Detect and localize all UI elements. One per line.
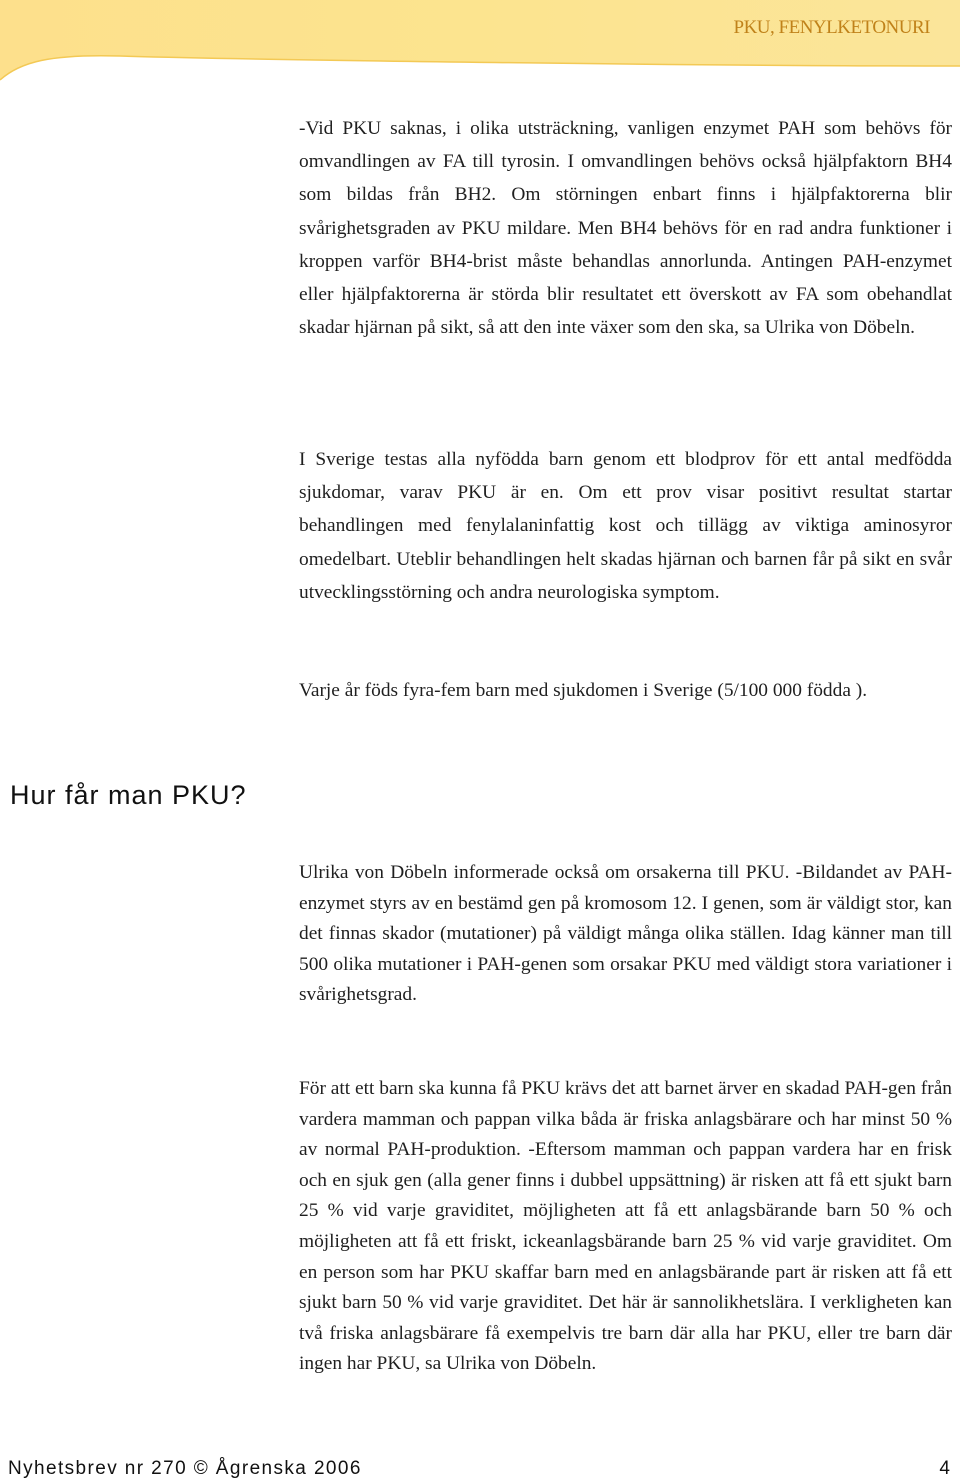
paragraph-text: -Vid PKU saknas, i olika utsträckning, vanligen enzymet PAH som behövs för omvandlingen av FA till tyrosin. I omvandlingen behövs också hjälpfaktorn BH4 som bildas från BH2. Om störningen enbart finns i hjälpfaktorerna blir svårighetsgraden av PKU mildare. Men BH4 behövs för en rad andra funktioner i kroppen varför BH4-brist måste behandlas annorlunda. Antingen PAH-enzymet eller hjälpfaktorerna är störda blir resultatet ett överskott av FA som obehandlat skadar hjärnan på sikt, så att den inte växer som den ska, sa Ulrika von Döbeln.: [299, 118, 952, 339]
section-heading: Hur får man PKU?: [10, 780, 247, 810]
footer-newsletter-info: Nyhetsbrev nr 270 © Ågrenska 2006: [8, 1458, 362, 1479]
body-paragraph-2: [299, 443, 952, 609]
header-banner: [0, 0, 960, 90]
header-swoosh-graphic: [0, 0, 960, 90]
paragraph-text: För att ett barn ska kunna få PKU krävs det att barnet ärver en skadad PAH-gen från vardera mamman och pappan vilka båda är friska anlagsbärare och har minst 50 % av normal PAH-produktion. -Eftersom mamman och pappan vardera har en frisk och en sjuk gen (alla gener finns i dubbel uppsättning) är risken att få ett sjukt barn 25 % vid varje graviditet, möjligheten att få ett anlagsbärande barn 50 % och möjligheten att få ett friskt, ickeanlagsbärande barn 25 % vid varje graviditet. Om en person som har PKU skaffar barn med en anlagsbärande part är risken att få ett sjukt barn 50 % vid varje graviditet. Det här är sannolikhetslära. I verkligheten kan två friska anlagsbärare få exempelvis tre barn där alla har PKU, eller tre barn där ingen har PKU, sa Ulrika von Döbeln.: [299, 1078, 952, 1375]
paragraph-text: Ulrika von Döbeln informerade också om orsakerna till PKU. -Bildandet av PAH-enzymet styrs av en bestämd gen på kromosom 12. I genen, som är väldigt stor, kan det finnas skador (mutationer) på väldigt många olika ställen. Idag känner man till 500 olika mutationer i PAH-genen som orsakar PKU med väldigt stora variationer i svårighetsgrad.: [299, 862, 952, 1006]
paragraph-text: Varje år föds fyra-fem barn med sjukdomen i Sverige (5/100 000 födda ).: [299, 680, 868, 701]
body-paragraph-3: [299, 674, 952, 707]
paragraph-text: I Sverige testas alla nyfödda barn genom ett blodprov för ett antal medfödda sjukdomar, varav PKU är en. Om ett prov visar positivt resultat startar behandlingen med fenylalaninfattig kost och tillägg av viktiga aminosyror omedelbart. Uteblir behandlingen helt skadas hjärnan och barnen får på sikt en svår utvecklingsstörning och andra neurologiska symptom.: [299, 449, 952, 603]
body-paragraph-1: [299, 112, 952, 344]
body-paragraph-5: [299, 1074, 952, 1380]
body-paragraph-4: [299, 858, 952, 1011]
running-header-title: PKU, FENYLKETONURI: [733, 17, 930, 38]
page-number: 4: [939, 1458, 950, 1479]
